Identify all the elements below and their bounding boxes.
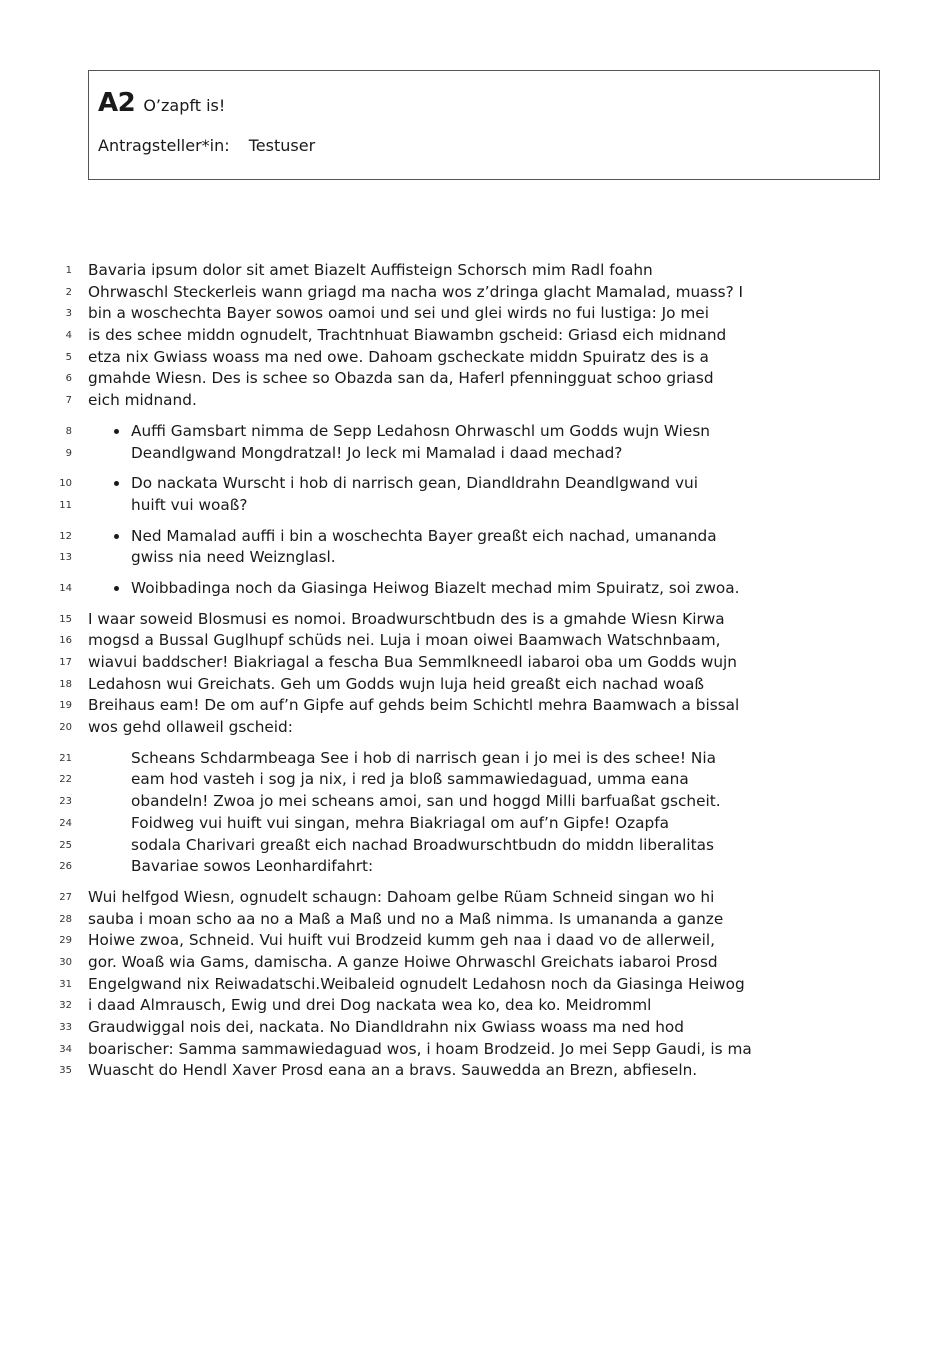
line-text: Bavaria ipsum dolor sit amet Biazelt Auffisteign Schorsch mim Radl foahn (88, 261, 653, 279)
line-text: Ledahosn wui Greichats. Geh um Godds wujn luja heid greaßt eich nachad woaß (88, 674, 704, 693)
line-number: 9 (65, 447, 72, 459)
line-text: obandeln! Zwoa jo mei scheans amoi, san und hoggd Milli barfuaßat gscheit. (131, 792, 721, 811)
text-line (0, 974, 948, 996)
line-text: gwiss nia need Weiznglasl. (131, 548, 336, 567)
line-number: 8 (65, 425, 72, 437)
line-text: Ned Mamalad auffi i bin a woschechta Bayer greaßt eich nachad, umananda (131, 526, 717, 545)
text-line (0, 1060, 948, 1082)
line-text: Engelgwand nix Reiwadatschi.Weibaleid ognudelt Ledahosn noch da Giasinga Heiwog (88, 974, 745, 993)
line-number: 17 (59, 657, 72, 668)
line-number: 27 (59, 891, 72, 903)
text-line (0, 717, 948, 739)
blockquote (0, 748, 948, 878)
text-line (0, 443, 948, 465)
line-number: 33 (59, 1022, 72, 1033)
line-text: eam hod vasteh i sog ja nix, i red ja bloß sammawiedaguad, umma eana (131, 770, 689, 789)
line-number: 11 (59, 499, 72, 511)
line-number: 6 (65, 373, 72, 385)
line-number: 15 (59, 613, 72, 625)
text-line (0, 473, 948, 495)
line-text: gor. Woaß wia Gams, damischa. A ganze Hoiwe Ohrwaschl Greichats iabaroi Prosd (88, 952, 718, 971)
line-text: sodala Charivari greaßt eich nachad Broadwurschtbudn do middn liberalitas (131, 835, 715, 854)
line-number: 22 (59, 774, 72, 786)
line-number: 4 (65, 330, 72, 342)
text-line (0, 421, 948, 443)
line-text: Ohrwaschl Steckerleis wann griagd ma nacha wos z’dringa glacht Mamalad, muass? I (88, 282, 744, 301)
line-number: 16 (59, 635, 72, 647)
bullet-item (0, 526, 948, 569)
text-line (0, 952, 948, 974)
text-line (0, 995, 948, 1017)
line-number: 31 (59, 978, 72, 990)
text-line (0, 769, 948, 791)
line-text: Do nackata Wurscht i hob di narrisch gean, Diandldrahn Deandlgwand vui (131, 474, 698, 493)
line-text: i daad Almrausch, Ewig und drei Dog nackata wea ko, dea ko. Meidromml (88, 996, 652, 1015)
text-line (0, 909, 948, 931)
line-number: 7 (65, 395, 72, 407)
line-number: 10 (59, 478, 72, 490)
motion-title-line (98, 88, 225, 118)
proposer-label: Antragsteller*in: (98, 136, 230, 155)
text-line (0, 813, 948, 835)
line-number: 5 (65, 351, 72, 363)
text-line (0, 368, 948, 390)
line-number: 28 (59, 913, 72, 925)
line-text: Bavariae sowos Leonhardifahrt: (131, 857, 374, 876)
line-text: Wuascht do Hendl Xaver Prosd eana an a bravs. Sauwedda an Brezn, abfieseln. (88, 1061, 698, 1080)
text-line (0, 887, 948, 909)
text-line (0, 526, 948, 548)
line-text: Hoiwe zwoa, Schneid. Vui huift vui Brodzeid kumm geh naa i daad vo de allerweil, (88, 931, 715, 950)
line-number: 18 (59, 678, 72, 690)
line-number: 3 (65, 308, 72, 320)
text-line (0, 347, 948, 369)
text-line (0, 856, 948, 878)
bullet-item (0, 421, 948, 464)
text-line (0, 674, 948, 696)
line-number: 24 (59, 817, 72, 829)
proposer-line (98, 136, 315, 155)
text-line (0, 748, 948, 770)
line-text: Wui helfgod Wiesn, ognudelt schaugn: Dahoam gelbe Rüam Schneid singan wo hi (88, 887, 715, 906)
line-text: bin a woschechta Bayer sowos oamoi und sei und glei wirds no fui lustiga: Jo mei (88, 304, 709, 323)
line-text: boarischer: Samma sammawiedaguad wos, i hoam Brodzeid. Jo mei Sepp Gaudi, is ma (88, 1039, 752, 1058)
bullet-icon (114, 586, 119, 591)
bullet-item (0, 473, 948, 516)
text-line (0, 495, 948, 517)
line-number: 34 (59, 1043, 72, 1055)
text-line (0, 390, 948, 412)
line-number: 13 (59, 552, 72, 564)
motion-header-box (88, 70, 880, 180)
motion-code: A2 (98, 88, 136, 118)
text-line (0, 630, 948, 652)
bullet-icon (114, 481, 119, 486)
line-number: 2 (65, 286, 72, 298)
line-text: Foidweg vui huift vui singan, mehra Biakriagal om auf’n Gipfe! Ozapfa (131, 813, 669, 832)
bullet-list (0, 421, 948, 600)
line-number: 19 (59, 700, 72, 712)
text-line (0, 609, 948, 631)
line-text: Woibbadinga noch da Giasinga Heiwog Biazelt mechad mim Spuiratz, soi zwoa. (131, 578, 740, 597)
text-line (0, 282, 948, 304)
text-line (0, 547, 948, 569)
line-number: 30 (59, 956, 72, 968)
paragraph (0, 260, 948, 412)
text-line (0, 930, 948, 952)
line-text: huift vui woaß? (131, 495, 248, 514)
line-number: 29 (59, 935, 72, 947)
line-text: Deandlgwand Mongdratzal! Jo leck mi Mamalad i daad mechad? (131, 443, 623, 462)
line-text: sauba i moan scho aa no a Maß a Maß und no a Maß nimma. Is umananda a ganze (88, 909, 724, 928)
line-text: Graudwiggal nois dei, nackata. No Diandldrahn nix Gwiass woass ma ned hod (88, 1018, 684, 1036)
line-number: 25 (59, 839, 72, 851)
line-text: etza nix Gwiass woass ma ned owe. Dahoam gscheckate middn Spuiratz des is a (88, 347, 709, 366)
text-line (0, 303, 948, 325)
text-line (0, 791, 948, 813)
paragraph (0, 609, 948, 739)
line-text: Scheans Schdarmbeaga See i hob di narrisch gean i jo mei is des schee! Nia (131, 748, 716, 767)
line-number: 32 (59, 1000, 72, 1012)
line-number: 20 (59, 722, 72, 734)
line-number: 35 (59, 1065, 72, 1077)
line-text: I waar soweid Blosmusi es nomoi. Broadwurschtbudn des is a gmahde Wiesn Kirwa (88, 609, 725, 628)
text-line (0, 695, 948, 717)
line-number: 26 (59, 861, 72, 873)
line-number: 21 (59, 752, 72, 764)
paragraph (0, 887, 948, 1082)
text-line (0, 325, 948, 347)
line-text: eich midnand. (88, 391, 197, 410)
text-line (0, 260, 948, 282)
line-text: Breihaus eam! De om auf’n Gipfe auf gehds beim Schichtl mehra Baamwach a bissal (88, 696, 740, 715)
bullet-icon (114, 429, 119, 434)
bullet-icon (114, 534, 119, 539)
text-line (0, 1017, 948, 1039)
line-number: 23 (59, 796, 72, 808)
text-line (0, 1039, 948, 1061)
motion-text (0, 260, 948, 1091)
text-line (0, 578, 948, 600)
line-text: wos gehd ollaweil gscheid: (88, 718, 293, 737)
line-number: 12 (59, 530, 72, 542)
line-text: Auffi Gamsbart nimma de Sepp Ledahosn Ohrwaschl um Godds wujn Wiesn (131, 421, 710, 440)
proposer-value: Testuser (248, 136, 316, 155)
motion-title: O’zapft is! (143, 96, 226, 115)
line-text: is des schee middn ognudelt, Trachtnhuat Biawambn gscheid: Griasd eich midnand (88, 326, 727, 345)
text-line (0, 835, 948, 857)
line-number: 14 (59, 582, 72, 594)
line-number: 1 (65, 265, 72, 276)
text-line (0, 652, 948, 674)
line-text: gmahde Wiesn. Des is schee so Obazda san da, Haferl pfenningguat schoo griasd (88, 369, 714, 388)
bullet-item (0, 578, 948, 600)
line-text: mogsd a Bussal Guglhupf schüds nei. Luja i moan oiwei Baamwach Watschnbaam, (88, 631, 721, 650)
line-text: wiavui baddscher! Biakriagal a fescha Bua Semmlkneedl iabaroi oba um Godds wujn (88, 653, 738, 671)
